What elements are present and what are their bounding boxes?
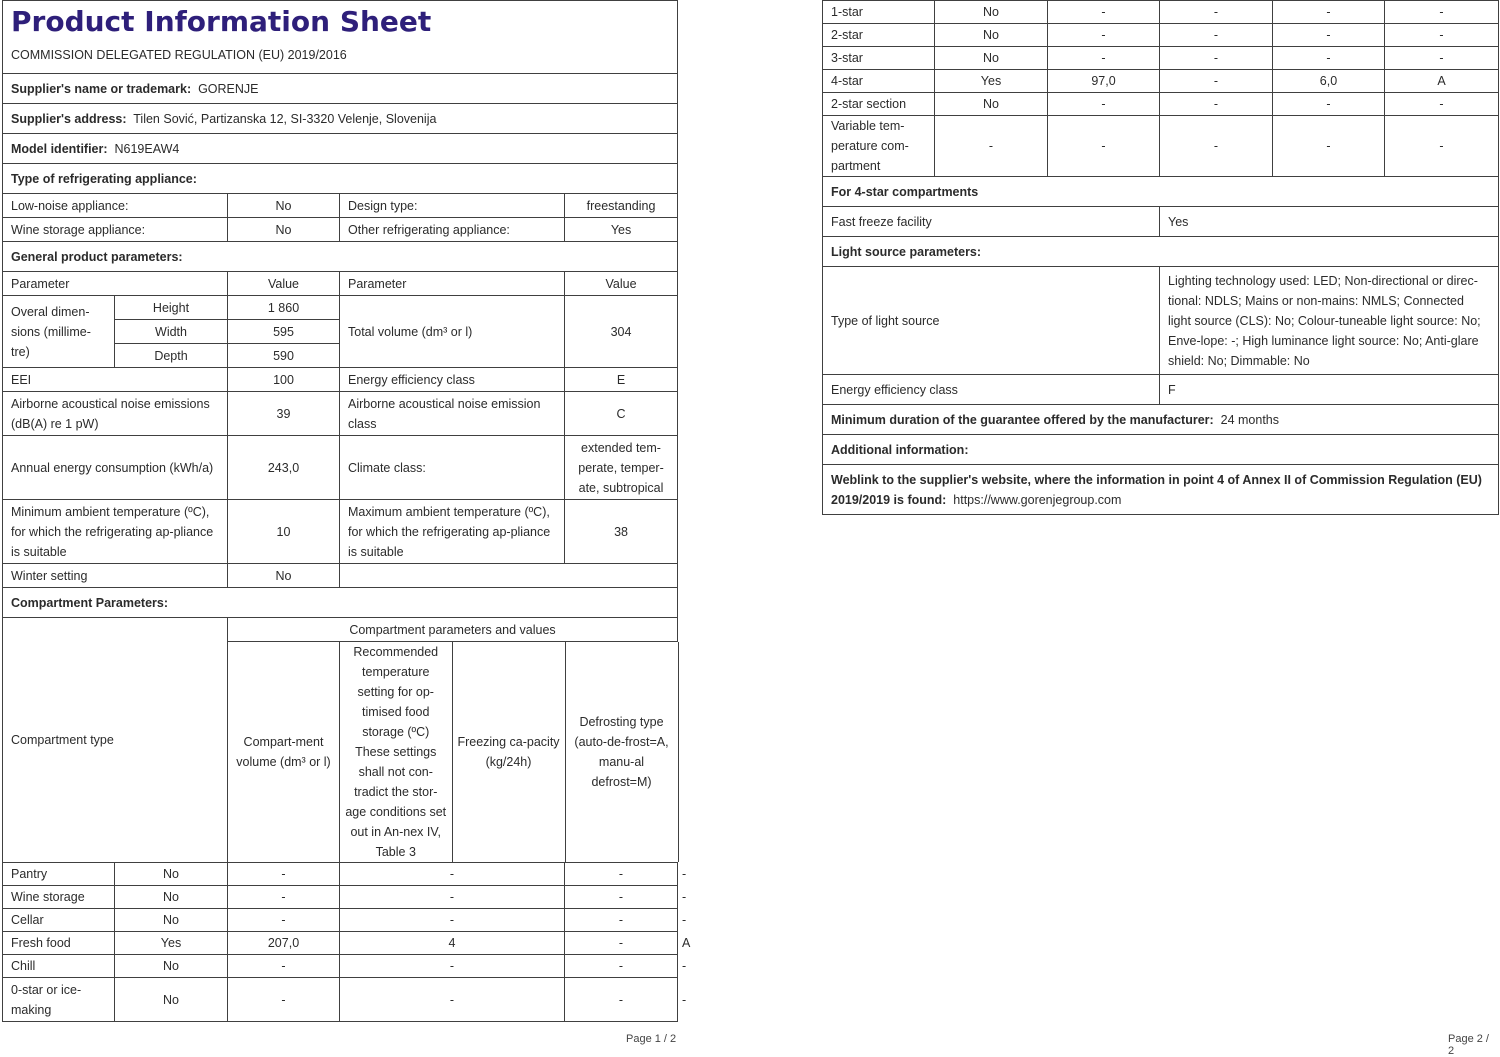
energy-class-value: E xyxy=(565,368,678,392)
page-1 xyxy=(2,0,691,1045)
defrosting-header: Defrosting type (auto-de-frost=A, manu-al defrost=M) xyxy=(565,642,678,862)
compartment-volume: - xyxy=(1048,24,1160,47)
compartment-heading: Compartment Parameters: xyxy=(3,588,678,618)
weblink-url[interactable]: https://www.gorenjegroup.com xyxy=(953,492,1122,507)
compartment-present: No xyxy=(935,47,1048,70)
width-label: Width xyxy=(115,320,228,344)
compartment-temp: - xyxy=(340,886,565,909)
compartment-temp: - xyxy=(340,863,565,886)
compartment-present: No xyxy=(115,863,228,886)
light-type-value: Lighting technology used: LED; Non-directional or direc-tional: NDLS; Mains or non-mains: NMLS; Connected light source (CLS): No; Colour-tuneable light source: No; Enve-lope: -; High luminance light source: No; Anti-glare shield: No; Dimmable: No xyxy=(1160,267,1499,375)
compartment-temp: - xyxy=(1160,24,1273,47)
compartment-freezing: 6,0 xyxy=(1273,70,1385,93)
guarantee-label: Minimum duration of the guarantee offered by the manufacturer: xyxy=(831,412,1214,427)
product-info-table xyxy=(2,0,691,1022)
compartment-freezing: - xyxy=(565,932,678,955)
compartment-name: 1-star xyxy=(823,1,935,24)
empty-cell xyxy=(340,564,678,588)
compartment-type-header: Compartment type xyxy=(3,618,228,863)
compartment-volume: - xyxy=(1048,47,1160,70)
compartment-name: Pantry xyxy=(3,863,115,886)
max-temp-label: Maximum ambient temperature (ºC), for which the refrigerating ap-pliance is suitable xyxy=(340,500,565,564)
variable-value-3: - xyxy=(1273,116,1385,177)
compartment-params-header: Compartment parameters and values xyxy=(228,618,678,642)
eei-label: EEI xyxy=(3,368,228,392)
variable-value-4: - xyxy=(1385,116,1499,177)
additional-info-heading: Additional information: xyxy=(823,435,1499,465)
light-heading: Light source parameters: xyxy=(823,237,1499,267)
compartment-row: Chill No - - - - xyxy=(3,955,678,978)
weblink-label: Weblink to the supplier's website, where the information in point 4 of Annex II of Commission Regulation (EU) 2019/2019 is found: xyxy=(831,472,1482,507)
energy-class-label: Energy efficiency class xyxy=(340,368,565,392)
compartment-defrost: - xyxy=(1385,1,1499,24)
climate-class-value: extended tem-perate, temper-ate, subtropical xyxy=(565,436,678,500)
compartment-name: 0-star or ice-making xyxy=(3,978,115,1022)
compartment-volume: 207,0 xyxy=(228,932,340,955)
depth-value: 590 xyxy=(228,344,340,368)
compartment-temp: - xyxy=(340,978,565,1022)
compartment-volume: - xyxy=(1048,93,1160,116)
compartment-volume: - xyxy=(228,886,340,909)
fast-freeze-value: Yes xyxy=(1160,207,1499,237)
noise-class-value: C xyxy=(565,392,678,436)
compartment-name: 2-star section xyxy=(823,93,935,116)
dimensions-label: Overal dimen-sions (millime-tre) xyxy=(3,296,115,368)
supplier-name: GORENJE xyxy=(198,81,259,96)
compartment-temp: - xyxy=(340,909,565,932)
variable-temp-label: Variable tem-perature com-partment xyxy=(823,116,935,177)
width-value: 595 xyxy=(228,320,340,344)
light-energy-class-value: F xyxy=(1160,375,1499,405)
eei-value: 100 xyxy=(228,368,340,392)
regulation-text: COMMISSION DELEGATED REGULATION (EU) 2019/2016 xyxy=(11,48,347,62)
compartment-name: 3-star xyxy=(823,47,935,70)
annual-energy-value: 243,0 xyxy=(228,436,340,500)
compartment-freezing: - xyxy=(565,978,678,1022)
compartment-temp: - xyxy=(1160,70,1273,93)
depth-label: Depth xyxy=(115,344,228,368)
variable-value-0: - xyxy=(935,116,1048,177)
compartment-freezing: - xyxy=(565,909,678,932)
four-star-heading: For 4-star compartments xyxy=(823,177,1499,207)
compartment-temp: - xyxy=(1160,1,1273,24)
guarantee-value: 24 months xyxy=(1220,412,1280,427)
noise-value: 39 xyxy=(228,392,340,436)
model-label: Model identifier: xyxy=(11,141,108,156)
compartment-name: Cellar xyxy=(3,909,115,932)
compartment-row xyxy=(823,93,1499,116)
page-number-2: Page 2 / 2 xyxy=(1448,1033,1489,1057)
compartment-present: Yes xyxy=(115,932,228,955)
compartment-defrost: - xyxy=(1385,24,1499,47)
annual-energy-label: Annual energy consumption (kWh/a) xyxy=(3,436,228,500)
compartment-table-continued xyxy=(822,0,1499,515)
compartment-temp: - xyxy=(1160,93,1273,116)
design-type-label: Design type: xyxy=(340,194,565,218)
compartment-freezing: - xyxy=(565,886,678,909)
compartment-present: No xyxy=(115,955,228,978)
compartment-volume: - xyxy=(228,955,340,978)
light-energy-class-label: Energy efficiency class xyxy=(823,375,1160,405)
compartment-temp: - xyxy=(1160,47,1273,70)
compartment-volume-header: Compart-ment volume (dm³ or l) xyxy=(228,642,340,863)
page-title: Product Information Sheet xyxy=(11,5,432,38)
design-type-value: freestanding xyxy=(565,194,678,218)
freezing-capacity-header: Freezing ca-pacity (kg/24h) xyxy=(452,642,565,862)
winter-setting-value: No xyxy=(228,564,340,588)
supplier-address: Tilen Sović, Partizanska 12, SI-3320 Velenje, Slovenija xyxy=(133,111,437,126)
compartment-row xyxy=(823,47,1499,70)
supplier-name-label: Supplier's name or trademark: xyxy=(11,81,192,96)
col-parameter-2: Parameter xyxy=(340,272,565,296)
compartment-present: No xyxy=(115,978,228,1022)
type-heading: Type of refrigerating appliance: xyxy=(3,164,678,194)
compartment-row: 0-star or ice-making No - - - - xyxy=(3,978,678,1022)
compartment-row: Pantry No - - - - xyxy=(3,863,678,886)
compartment-volume: - xyxy=(1048,1,1160,24)
supplier-address-label: Supplier's address: xyxy=(11,111,127,126)
low-noise-value: No xyxy=(228,194,340,218)
compartment-freezing: - xyxy=(565,863,678,886)
compartment-row: Fresh food Yes 207,0 4 - A xyxy=(3,932,678,955)
winter-setting-label: Winter setting xyxy=(3,564,228,588)
wine-storage-label: Wine storage appliance: xyxy=(3,218,228,242)
other-appliance-label: Other refrigerating appliance: xyxy=(340,218,565,242)
variable-value-1: - xyxy=(1048,116,1160,177)
other-appliance-value: Yes xyxy=(565,218,678,242)
compartment-present: No xyxy=(935,1,1048,24)
low-noise-label: Low-noise appliance: xyxy=(3,194,228,218)
height-value: 1 860 xyxy=(228,296,340,320)
col-value: Value xyxy=(228,272,340,296)
compartment-freezing: - xyxy=(1273,1,1385,24)
compartment-row xyxy=(823,1,1499,24)
compartment-defrost: - xyxy=(1385,93,1499,116)
compartment-present: No xyxy=(935,24,1048,47)
temperature-header: Recommended temperature setting for op-timised food storage (ºC) These settings shall not con-tradict the stor-age conditions set out in An-nex IV, Table 3 xyxy=(340,642,452,862)
max-temp-value: 38 xyxy=(565,500,678,564)
compartment-name: Fresh food xyxy=(3,932,115,955)
compartment-volume: - xyxy=(228,909,340,932)
min-temp-value: 10 xyxy=(228,500,340,564)
page-number-1: Page 1 / 2 xyxy=(626,1033,677,1045)
compartment-freezing: - xyxy=(565,955,678,978)
total-volume-label: Total volume (dm³ or l) xyxy=(340,296,565,368)
compartment-defrost: A xyxy=(1385,70,1499,93)
compartment-name: 2-star xyxy=(823,24,935,47)
compartment-freezing: - xyxy=(1273,47,1385,70)
compartment-present: No xyxy=(115,886,228,909)
noise-label: Airborne acoustical noise emissions (dB(A) re 1 pW) xyxy=(3,392,228,436)
height-label: Height xyxy=(115,296,228,320)
total-volume-value: 304 xyxy=(565,296,678,368)
compartment-volume: 97,0 xyxy=(1048,70,1160,93)
general-heading: General product parameters: xyxy=(3,242,678,272)
model-identifier: N619EAW4 xyxy=(114,141,180,156)
col-value-2: Value xyxy=(565,272,678,296)
variable-value-2: - xyxy=(1160,116,1273,177)
compartment-temp: 4 xyxy=(340,932,565,955)
compartment-temp: - xyxy=(340,955,565,978)
compartment-freezing: - xyxy=(1273,24,1385,47)
compartment-row: Cellar No - - - - xyxy=(3,909,678,932)
fast-freeze-label: Fast freeze facility xyxy=(823,207,1160,237)
wine-storage-value: No xyxy=(228,218,340,242)
light-type-label: Type of light source xyxy=(823,267,1160,375)
compartment-name: Chill xyxy=(3,955,115,978)
col-parameter: Parameter xyxy=(3,272,228,296)
compartment-volume: - xyxy=(228,978,340,1022)
compartment-name: 4-star xyxy=(823,70,935,93)
min-temp-label: Minimum ambient temperature (ºC), for which the refrigerating ap-pliance is suitable xyxy=(3,500,228,564)
compartment-row xyxy=(823,70,1499,93)
compartment-defrost: - xyxy=(1385,47,1499,70)
compartment-present: No xyxy=(115,909,228,932)
compartment-present: Yes xyxy=(935,70,1048,93)
compartment-row: Wine storage No - - - - xyxy=(3,886,678,909)
compartment-row xyxy=(823,24,1499,47)
noise-class-label: Airborne acoustical noise emission class xyxy=(340,392,565,436)
climate-class-label: Climate class: xyxy=(340,436,565,500)
compartment-volume: - xyxy=(228,863,340,886)
compartment-present: No xyxy=(935,93,1048,116)
page-2 xyxy=(822,0,1498,1057)
compartment-freezing: - xyxy=(1273,93,1385,116)
compartment-name: Wine storage xyxy=(3,886,115,909)
